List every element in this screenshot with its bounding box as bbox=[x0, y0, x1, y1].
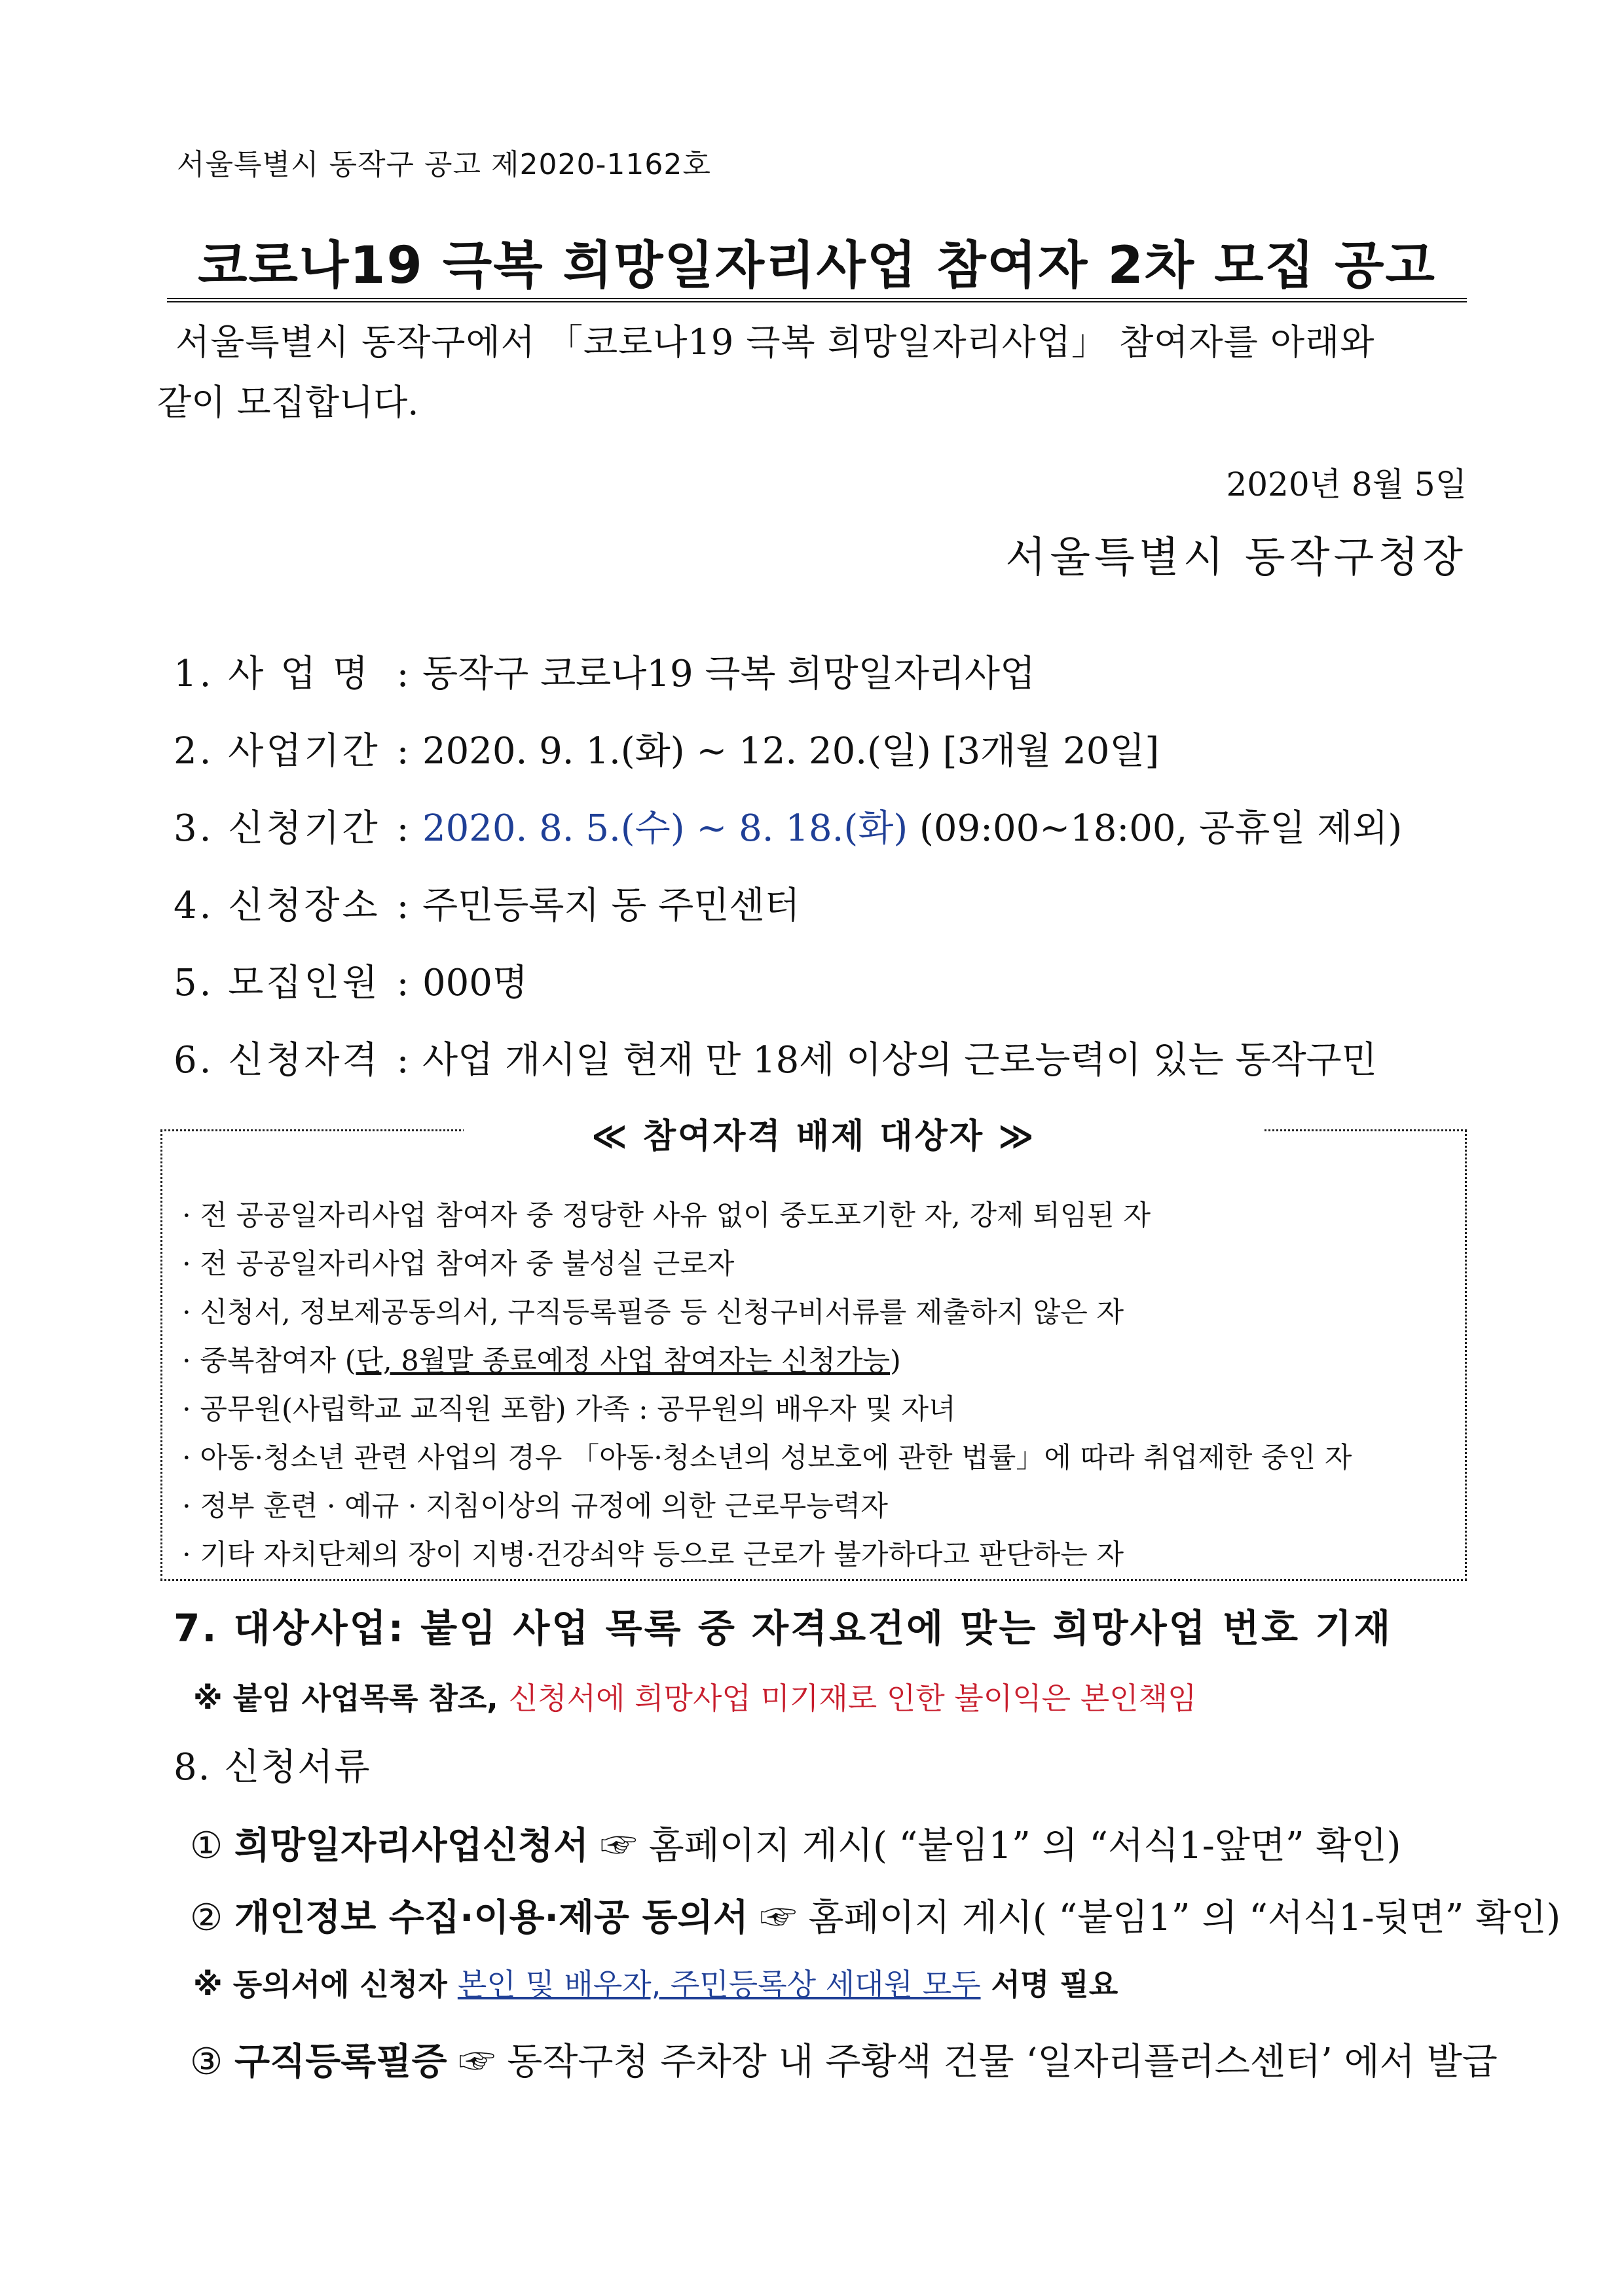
document-name: 개인정보 수집·이용·제공 동의서 bbox=[234, 1897, 748, 1939]
item-application-period: 3. 신청기간 : 2020. 8. 5.(수) ~ 8. 18.(화) (09:00~18:00, 공휴일 제외) bbox=[174, 799, 1402, 852]
document-name: 희망일자리사업신청서 bbox=[234, 1825, 589, 1867]
item-value: 000명 bbox=[422, 962, 528, 1004]
issuer: 서울특별시 동작구청장 bbox=[1005, 534, 1467, 582]
consent-note: ※ 동의서에 신청자 본인 및 배우자, 주민등록상 세대원 모두 서명 필요 bbox=[193, 1967, 1118, 2002]
document-desc: ☞ 동작구청 주차장 내 주황색 건물 ‘일자리플러스센터’ 에서 발급 bbox=[458, 2041, 1498, 2083]
underlined-note: 단, 8월말 종료예정 사업 참여자는 신청가능 bbox=[356, 1345, 890, 1377]
item-recruit-count: 5. 모집인원 : 000명 bbox=[174, 954, 528, 1006]
list-item: · 기타 자치단체의 장이 지병·건강쇠약 등으로 근로가 불가하다고 판단하는 자 bbox=[182, 1539, 1124, 1571]
notice-number: 서울특별시 동작구 공고 제2020-1162호 bbox=[177, 148, 711, 181]
item-application-place: 4. 신청장소 : 주민등록지 동 주민센터 bbox=[174, 877, 800, 929]
section-target-project: 7. 대상사업: 붙임 사업 목록 중 자격요건에 맞는 희망사업 번호 기재 bbox=[174, 1606, 1393, 1650]
intro-line-1: 서울특별시 동작구에서 「코로나19 극복 희망일자리사업」 참여자를 아래와 bbox=[175, 321, 1375, 363]
exclusion-list bbox=[182, 1194, 1452, 1581]
section-7-note: ※ 붙임 사업목록 참조, 신청서에 희망사업 미기재로 인한 불이익은 본인책임 bbox=[193, 1681, 1197, 1716]
list-item: · 중복참여자 (단, 8월말 종료예정 사업 참여자는 신청가능) bbox=[182, 1345, 901, 1377]
item-value: 주민등록지 동 주민센터 bbox=[422, 884, 800, 927]
exclusion-box bbox=[160, 1117, 1467, 1581]
document-desc: ☞ 홈페이지 게시( “붙임1” 의 “서식1-뒷면” 확인) bbox=[760, 1897, 1561, 1939]
item-label: 2. 사업기간 bbox=[174, 730, 380, 773]
document-desc: ☞ 홈페이지 게시( “붙임1” 의 “서식1-앞면” 확인) bbox=[600, 1825, 1401, 1867]
item-label: 4. 신청장소 bbox=[174, 884, 380, 927]
list-item: · 정부 훈련 · 예규 · 지침이상의 규정에 의한 근로무능력자 bbox=[182, 1490, 888, 1523]
item-value: 사업 개시일 현재 만 18세 이상의 근로능력이 있는 동작구민 bbox=[422, 1039, 1377, 1082]
document-item-application: ① 희망일자리사업신청서 ☞ 홈페이지 게시( “붙임1” 의 “서식1-앞면” 확인) bbox=[190, 1825, 1401, 1867]
document-item-job-registration: ③ 구직등록필증 ☞ 동작구청 주차장 내 주황색 건물 ‘일자리플러스센터’ 에서 발급 bbox=[190, 2041, 1498, 2083]
document-name: 구직등록필증 bbox=[234, 2041, 447, 2083]
item-value: 동작구 코로나19 극복 희망일자리사업 bbox=[422, 653, 1036, 695]
exclusion-title: ≪ 참여자격 배제 대상자 ≫ bbox=[591, 1117, 1036, 1156]
item-label: 6. 신청자격 bbox=[174, 1039, 380, 1082]
document-item-consent: ② 개인정보 수집·이용·제공 동의서 ☞ 홈페이지 게시( “붙임1” 의 “서식1-뒷면” 확인) bbox=[190, 1897, 1561, 1939]
list-item: · 공무원(사립학교 교직원 포함) 가족 : 공무원의 배우자 및 자녀 bbox=[182, 1393, 956, 1426]
section-documents-title: 8. 신청서류 bbox=[174, 1746, 371, 1789]
consent-signers: 본인 및 배우자, 주민등록상 세대원 모두 bbox=[457, 1967, 981, 2002]
list-item: · 전 공공일자리사업 참여자 중 불성실 근로자 bbox=[182, 1248, 735, 1281]
item-label: 5. 모집인원 bbox=[174, 962, 380, 1004]
intro-line-2: 같이 모집합니다. bbox=[157, 382, 419, 423]
page-title: 코로나19 극복 희망일자리사업 참여자 2차 모집 공고 bbox=[198, 236, 1436, 295]
item-label: 3. 신청기간 bbox=[174, 807, 380, 850]
title-block bbox=[167, 213, 1467, 302]
item-project-period: 2. 사업기간 : 2020. 9. 1.(화) ~ 12. 20.(일) [3개월 20일] bbox=[174, 722, 1159, 774]
application-dates: 2020. 8. 5.(수) ~ 8. 18.(화) bbox=[422, 807, 908, 850]
item-eligibility: 6. 신청자격 : 사업 개시일 현재 만 18세 이상의 근로능력이 있는 동작구민 bbox=[174, 1031, 1377, 1084]
list-item: · 전 공공일자리사업 참여자 중 정당한 사유 없이 중도포기한 자, 강제 퇴임된 자 bbox=[182, 1199, 1151, 1232]
warning-text: 신청서에 희망사업 미기재로 인한 불이익은 본인책임 bbox=[508, 1681, 1197, 1716]
notice-date: 2020년 8월 5일 bbox=[1226, 465, 1467, 503]
list-item: · 아동·청소년 관련 사업의 경우 「아동·청소년의 성보호에 관한 법률」에 따라 취업제한 중인 자 bbox=[182, 1442, 1352, 1474]
item-project-name: 1. 사 업 명 : 동작구 코로나19 극복 희망일자리사업 bbox=[174, 645, 1035, 697]
item-label: 1. 사 업 명 bbox=[174, 653, 371, 695]
item-value: 2020. 9. 1.(화) ~ 12. 20.(일) [3개월 20일] bbox=[422, 730, 1160, 773]
list-item: · 신청서, 정보제공동의서, 구직등록필증 등 신청구비서류를 제출하지 않은 자 bbox=[182, 1296, 1124, 1329]
application-hours: (09:00~18:00, 공휴일 제외) bbox=[919, 807, 1403, 850]
